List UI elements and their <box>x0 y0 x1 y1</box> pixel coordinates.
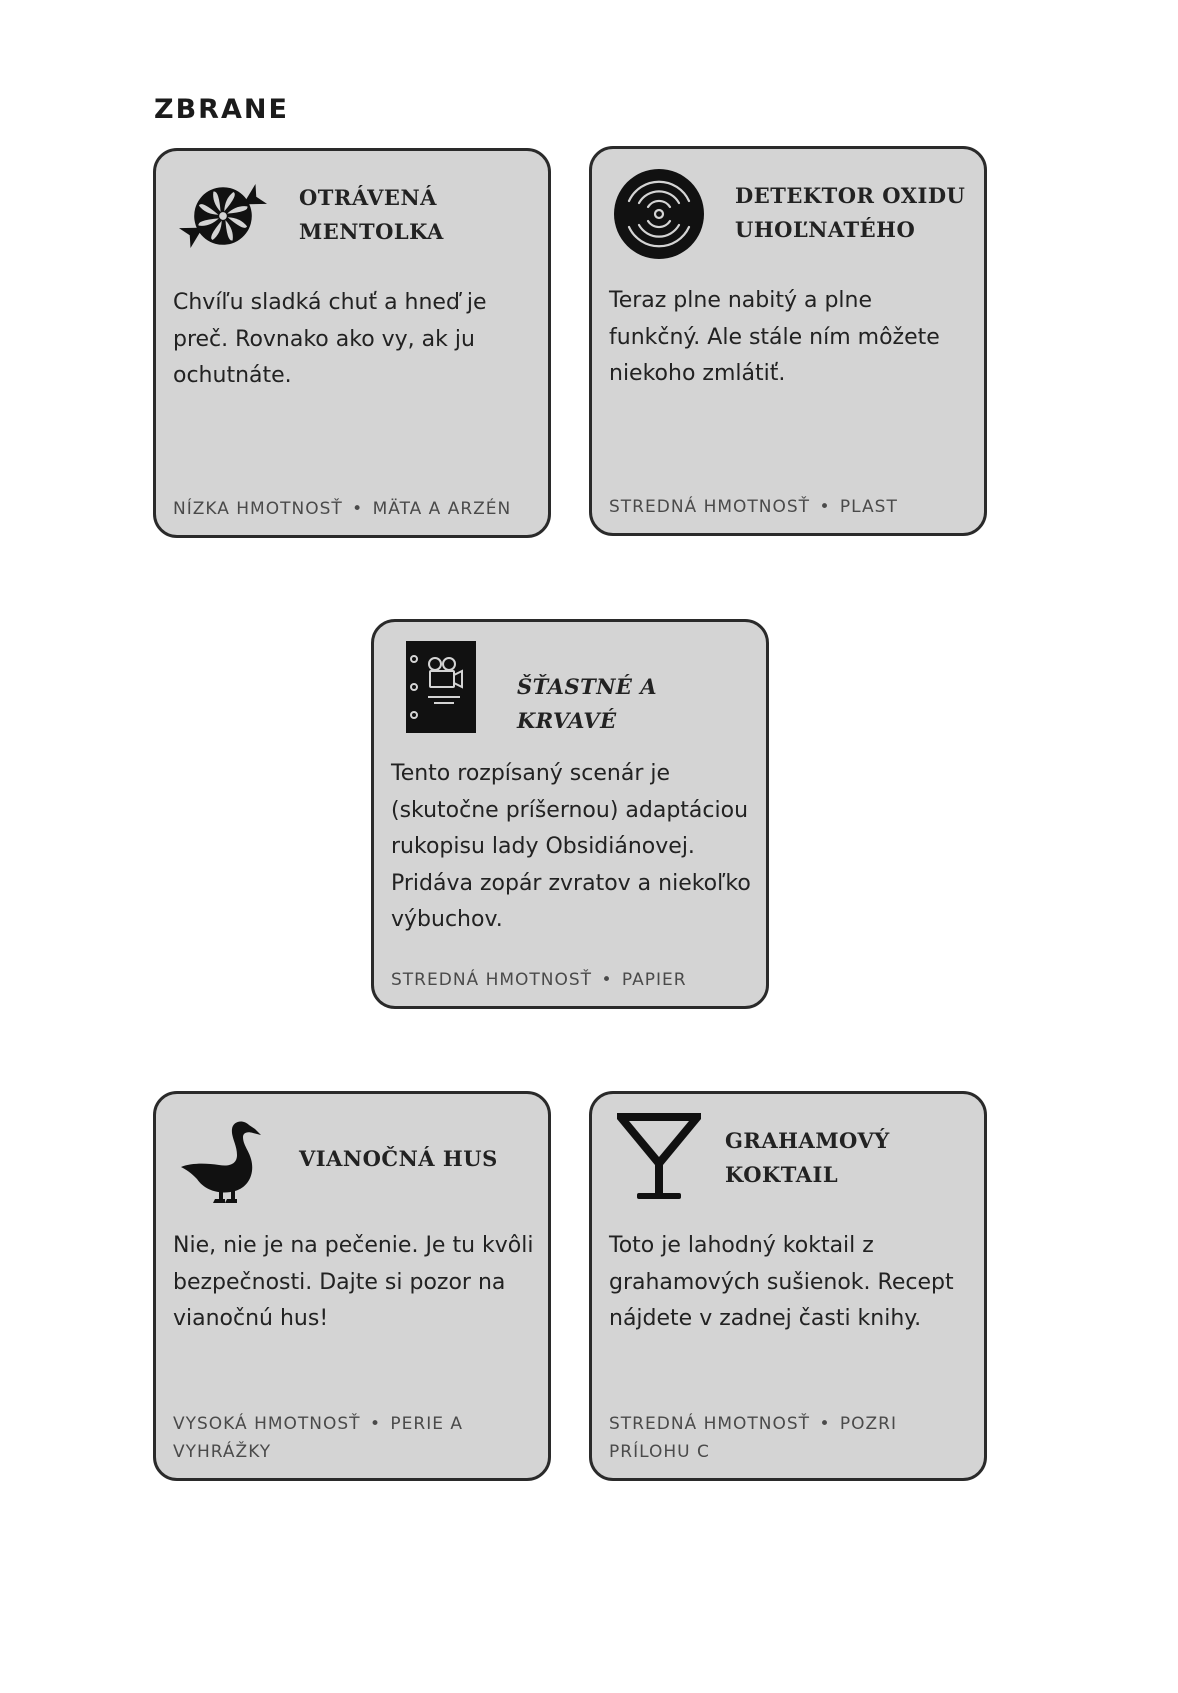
card-description: Teraz plne nabitý a plne funkčný. Ale stále ním môžete niekoho zmlátiť. <box>609 288 940 386</box>
card-meta <box>609 1410 970 1466</box>
card-weight: VYSOKÁ HMOTNOSŤ <box>173 1414 361 1434</box>
card-material: PERIE A VYHRÁŽKY <box>173 1414 463 1462</box>
card-title: DETEKTOR OXIDU UHOĽNATÉHO <box>735 183 966 242</box>
weapon-card-poisoned-mint <box>153 148 551 538</box>
card-weight: STREDNÁ HMOTNOSŤ <box>391 970 593 990</box>
carbon-monoxide-detector-icon <box>609 164 709 264</box>
goose-icon <box>173 1109 273 1209</box>
section-title: ZBRANE <box>154 94 289 125</box>
card-description: Toto je lahodný koktail z grahamových sušienok. Recept nájdete v zadnej časti knihy. <box>609 1233 954 1331</box>
card-description: Nie, nie je na pečenie. Je tu kvôli bezpečnosti. Dajte si pozor na vianočnú hus! <box>173 1233 534 1331</box>
card-meta <box>391 966 752 994</box>
card-description: Tento rozpísaný scenár je (skutočne príšernou) adaptáciou rukopisu lady Obsidiánovej. Pridáva zopár zvratov a niekoľko výbuchov. <box>391 761 751 932</box>
card-meta <box>173 495 534 523</box>
card-meta <box>609 493 970 521</box>
card-title: ŠŤASTNÉ A KRVAVÉ <box>517 674 658 733</box>
weapon-card-co-detector <box>589 146 987 536</box>
card-title: VIANOČNÁ HUS <box>299 1146 498 1171</box>
bullet-separator: • <box>595 970 619 990</box>
bullet-separator: • <box>813 497 837 517</box>
card-weight: STREDNÁ HMOTNOSŤ <box>609 497 811 517</box>
card-weight: STREDNÁ HMOTNOSŤ <box>609 1414 811 1434</box>
weapon-card-screenplay <box>371 619 769 1009</box>
card-meta <box>173 1410 534 1466</box>
card-material: PAPIER <box>621 970 687 990</box>
card-description: Chvíľu sladká chuť a hneď je preč. Rovnako ako vy, ak ju ochutnáte. <box>173 290 487 388</box>
card-title: GRAHAMOVÝ KOKTAIL <box>725 1128 890 1187</box>
card-material: POZRI PRÍLOHU C <box>609 1414 898 1462</box>
weapon-card-graham-cocktail <box>589 1091 987 1481</box>
card-weight: NÍZKA HMOTNOSŤ <box>173 499 343 519</box>
poison-mint-icon <box>173 166 273 266</box>
card-material: MÄTA A ARZÉN <box>372 499 512 519</box>
bullet-separator: • <box>345 499 370 519</box>
cocktail-glass-icon <box>609 1109 709 1209</box>
weapon-card-christmas-goose <box>153 1091 551 1481</box>
bullet-separator: • <box>363 1414 388 1434</box>
bullet-separator: • <box>813 1414 837 1434</box>
card-title: OTRÁVENÁ MENTOLKA <box>299 185 444 244</box>
screenplay-icon <box>391 637 491 737</box>
card-material: PLAST <box>839 497 898 517</box>
